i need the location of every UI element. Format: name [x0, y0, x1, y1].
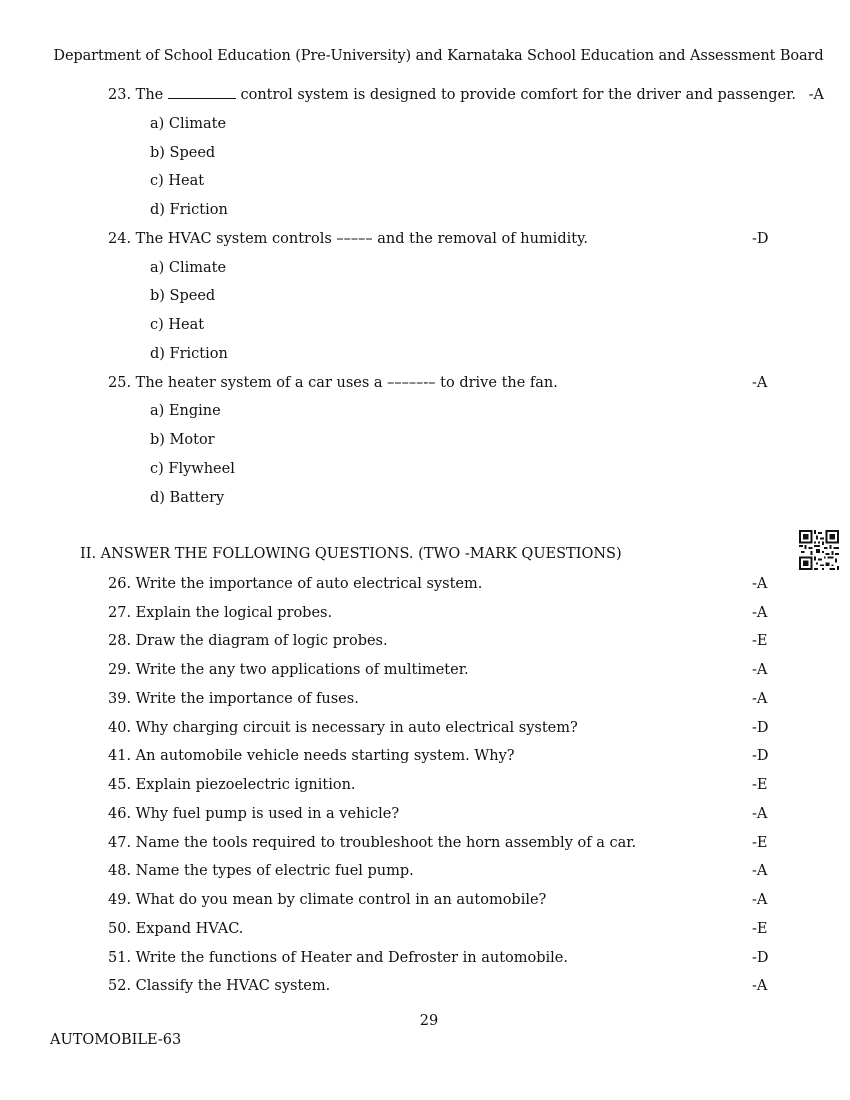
option-d: d) Friction: [150, 202, 228, 218]
option-d: d) Battery: [150, 490, 225, 506]
question-text: Write the importance of auto electrical system.: [135, 576, 483, 592]
question-level-code: -A: [752, 863, 768, 879]
question-text: Write the any two applications of multimeter.: [135, 662, 469, 678]
section-title: II. ANSWER THE FOLLOWING QUESTIONS. (TWO -MARK QUESTIONS): [80, 546, 622, 562]
question-28: [108, 633, 388, 649]
question-number: 25.: [108, 375, 132, 391]
question-level-code: -D: [752, 748, 769, 764]
question-41: [108, 748, 515, 764]
question-text-before: The: [135, 87, 164, 103]
question-level-code: -A: [752, 892, 768, 908]
question-29: [108, 662, 469, 678]
question-number: 27.: [108, 605, 132, 621]
option-b: b) Speed: [150, 145, 216, 161]
option-d: d) Friction: [150, 346, 228, 362]
option-b: b) Motor: [150, 432, 215, 448]
question-number: 46.: [108, 806, 132, 822]
question-text: Expand HVAC.: [135, 921, 244, 937]
question-level-code: -E: [752, 633, 768, 649]
question-text: Draw the diagram of logic probes.: [135, 633, 388, 649]
question-25: [108, 375, 558, 391]
question-number: 26.: [108, 576, 132, 592]
question-number: 24.: [108, 231, 132, 247]
question-level-code: -D: [752, 720, 769, 736]
question-number: 39.: [108, 691, 132, 707]
question-number: 47.: [108, 835, 132, 851]
question-27: [108, 605, 332, 621]
question-number: 23.: [108, 87, 132, 103]
question-text-after: control system is designed to provide comfort for the driver and passenger.: [240, 87, 797, 103]
question-level-code: -E: [752, 921, 768, 937]
option-a: a) Engine: [150, 403, 221, 419]
question-text: Explain piezoelectric ignition.: [135, 777, 356, 793]
question-number: 45.: [108, 777, 132, 793]
question-level-code: -E: [752, 835, 768, 851]
question-text: The HVAC system controls ––––– and the removal of humidity.: [135, 231, 588, 247]
qr-code-icon: [799, 530, 839, 570]
option-c: c) Flywheel: [150, 461, 235, 477]
question-level-code: -D: [752, 950, 769, 966]
question-number: 28.: [108, 633, 132, 649]
question-number: 40.: [108, 720, 132, 736]
question-text: Why charging circuit is necessary in auto electrical system?: [135, 720, 578, 736]
question-text: Why fuel pump is used in a vehicle?: [135, 806, 400, 822]
option-a: a) Climate: [150, 260, 227, 276]
question-level-code: -A: [808, 87, 824, 103]
option-b: b) Speed: [150, 288, 216, 304]
question-number: 41.: [108, 748, 132, 764]
question-level-code: -A: [752, 375, 768, 391]
question-text: Explain the logical probes.: [135, 605, 333, 621]
question-level-code: -A: [752, 806, 768, 822]
question-number: 51.: [108, 950, 132, 966]
question-50: [108, 921, 243, 937]
question-number: 50.: [108, 921, 132, 937]
question-39: [108, 691, 359, 707]
question-level-code: -E: [752, 777, 768, 793]
question-24: [108, 231, 588, 247]
question-level-code: -A: [752, 978, 768, 994]
question-46: [108, 806, 399, 822]
question-40: [108, 720, 578, 736]
option-c: c) Heat: [150, 173, 205, 189]
option-c: c) Heat: [150, 317, 205, 333]
question-number: 49.: [108, 892, 132, 908]
answer-blank: [168, 87, 236, 99]
question-text: An automobile vehicle needs starting system. Why?: [135, 748, 515, 764]
question-text: Name the tools required to troubleshoot the horn assembly of a car.: [135, 835, 637, 851]
question-level-code: -A: [752, 662, 768, 678]
question-text: What do you mean by climate control in an automobile?: [135, 892, 547, 908]
question-text: Classify the HVAC system.: [135, 978, 331, 994]
page-header: Department of School Education (Pre-University) and Karnataka School Education and Assessment Board: [53, 48, 824, 64]
question-number: 29.: [108, 662, 132, 678]
question-level-code: -A: [752, 576, 768, 592]
question-text: Write the importance of fuses.: [135, 691, 359, 707]
page-number: 29: [419, 1013, 439, 1029]
question-45: [108, 777, 356, 793]
question-23: [108, 87, 824, 103]
question-49: [108, 892, 546, 908]
question-level-code: -A: [752, 605, 768, 621]
question-text: The heater system of a car uses a –––––-– to drive the fan.: [135, 375, 558, 391]
question-text: Name the types of electric fuel pump.: [135, 863, 414, 879]
question-51: [108, 950, 568, 966]
question-number: 48.: [108, 863, 132, 879]
question-26: [108, 576, 482, 592]
footer-subject-code: AUTOMOBILE-63: [50, 1032, 182, 1048]
question-47: [108, 835, 636, 851]
question-48: [108, 863, 414, 879]
question-text: Write the functions of Heater and Defroster in automobile.: [135, 950, 568, 966]
option-a: a) Climate: [150, 116, 227, 132]
question-level-code: -D: [752, 231, 769, 247]
question-number: 52.: [108, 978, 132, 994]
question-level-code: -A: [752, 691, 768, 707]
question-52: [108, 978, 330, 994]
